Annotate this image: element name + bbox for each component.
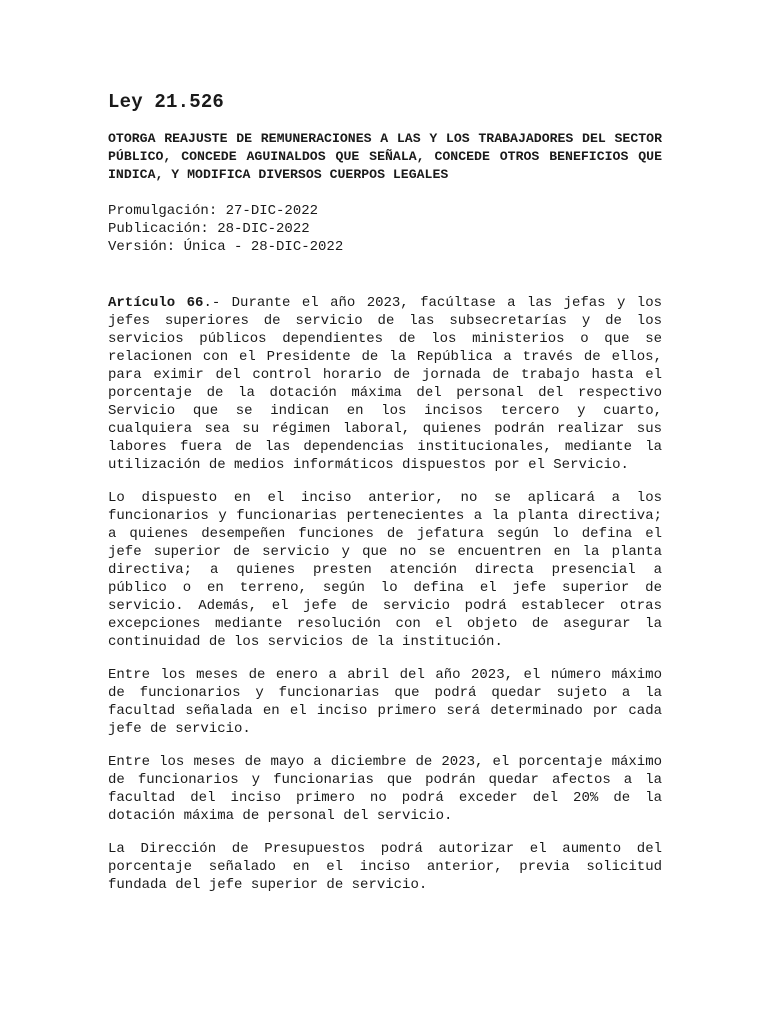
publication-date: Publicación: 28-DIC-2022: [108, 221, 310, 237]
version-info: Versión: Única - 28-DIC-2022: [108, 239, 344, 255]
paragraph-text: .- Durante el año 2023, facúltase a las jefas y los jefes superiores de servicio de las subsecretarías y de los servicios públicos dependientes de los ministerios o que se relacionen con el Presidente de la República a través de ellos, para eximir del control horario de jornada de trabajo hasta el porcentaje de la dotación máxima del personal del respectivo Servicio que se indican en los incisos tercero y cuarto, cualquiera sea su régimen laboral, quienes podrán realizar sus labores fuera de las dependencias institucionales, mediante la utilización de medios informáticos dispuestos por el Servicio.: [108, 295, 662, 473]
law-metadata: [108, 202, 662, 256]
promulgation-date: Promulgación: 27-DIC-2022: [108, 203, 319, 219]
law-title: Ley 21.526: [108, 91, 225, 113]
law-subtitle: OTORGA REAJUSTE DE REMUNERACIONES A LAS Y LOS TRABAJADORES DEL SECTOR PÚBLICO, CONCEDE AGUINALDOS QUE SEÑALA, CONCEDE OTROS BENEFICIOS QUE INDICA, Y MODIFICA DIVERSOS CUERPOS LEGALES: [108, 131, 662, 182]
article-label: Artículo 66: [108, 295, 204, 311]
article-paragraph-4: Entre los meses de mayo a diciembre de 2023, el porcentaje máximo de funcionarios y funcionarias que podrán quedar afectos a la facultad del inciso primero no podrá exceder del 20% de la dotación máxima de personal del servicio.: [108, 754, 662, 824]
article-paragraph-2: Lo dispuesto en el inciso anterior, no se aplicará a los funcionarios y funcionarias pertenecientes a la planta directiva; a quienes desempeñen funciones de jefatura según lo defina el jefe superior de servicio y que no se encuentren en la planta directiva; a quienes presten atención directa presencial a público o en terreno, según lo defina el jefe superior de servicio. Además, el jefe de servicio podrá establecer otras excepciones mediante resolución con el objeto de asegurar la continuidad de los servicios de la institución.: [108, 490, 662, 650]
document-page: [108, 0, 662, 909]
article-66: [108, 294, 662, 894]
article-paragraph-3: Entre los meses de enero a abril del año 2023, el número máximo de funcionarios y funcionarias que podrá quedar sujeto a la facultad señalada en el inciso primero será determinado por cada jefe de servicio.: [108, 667, 662, 737]
article-paragraph-5: La Dirección de Presupuestos podrá autorizar el aumento del porcentaje señalado en el inciso anterior, previa solicitud fundada del jefe superior de servicio.: [108, 841, 662, 893]
article-paragraph-1: [108, 294, 662, 474]
